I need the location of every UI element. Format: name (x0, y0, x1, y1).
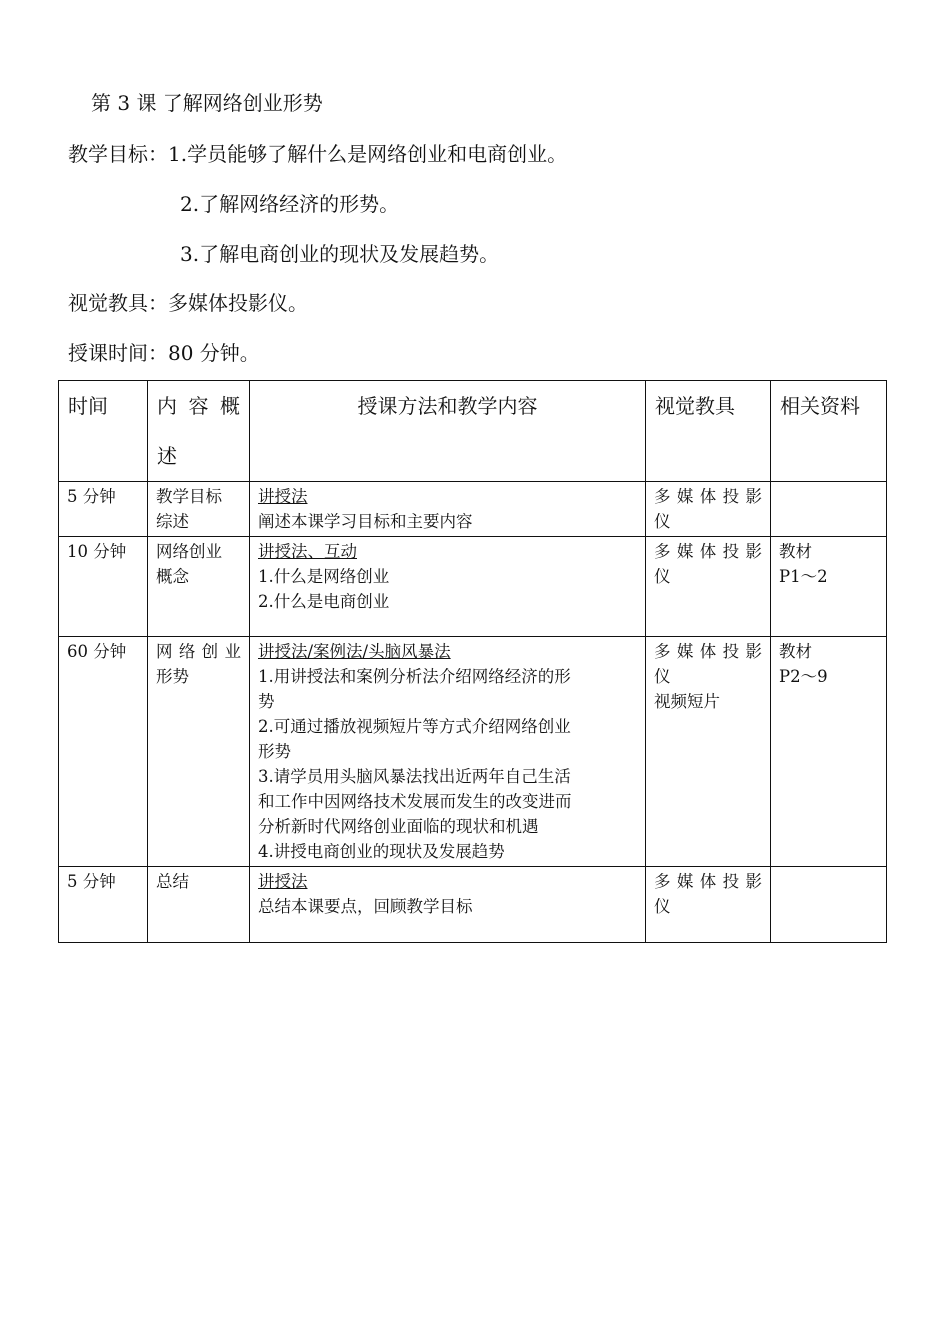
cell-summary: 网络创业 概念 (148, 537, 250, 637)
cell-time: 5 分钟 (59, 482, 148, 537)
table-row (59, 867, 887, 943)
table-header-row (59, 381, 887, 482)
table-row (59, 482, 887, 537)
objective-item: 1.学员能够了解什么是网络创业和电商创业。 (168, 142, 568, 166)
method-label: 讲授法 (258, 487, 308, 506)
table-row (59, 537, 887, 637)
cell-content: 讲授法/案例法/头脑风暴法 1.用讲授法和案例分析法介绍网络经济的形 势 2.可通过播放视频短片等方式介绍网络创业 形势 3.请学员用头脑风暴法找出近两年自己生活 和工作中因网络技术发展而发生的改变进而 分析新时代网络创业面临的现状和机遇 4.讲授电商创业的现状及发展趋势 (250, 637, 646, 867)
cell-content: 讲授法 总结本课要点，回顾教学目标 (250, 867, 646, 943)
cell-visual-aids: 多媒体投影 仪 视频短片 (646, 637, 771, 867)
objectives-line (68, 142, 567, 166)
cell-time: 10 分钟 (59, 537, 148, 637)
lesson-plan-table (58, 380, 887, 943)
table-row (59, 637, 887, 867)
method-label: 讲授法 (258, 872, 308, 891)
header-summary: 内 容 概 述 (148, 381, 250, 482)
header-method: 授课方法和教学内容 (250, 381, 646, 482)
cell-content: 讲授法、互动 1.什么是网络创业 2.什么是电商创业 (250, 537, 646, 637)
cell-visual-aids: 多媒体投影 仪 (646, 537, 771, 637)
objectives-label: 教学目标： (68, 142, 168, 166)
objective-item: 2.了解网络经济的形势。 (180, 192, 400, 216)
method-label: 讲授法、互动 (258, 542, 357, 561)
cell-references: 教材 P2～9 (771, 637, 887, 867)
lesson-title: 第 3 课 了解网络创业形势 (91, 91, 323, 115)
method-label: 讲授法/案例法/头脑风暴法 (258, 642, 451, 661)
cell-summary: 网络创业 形势 (148, 637, 250, 867)
cell-summary: 教学目标 综述 (148, 482, 250, 537)
visual-aids-line: 视觉教具：多媒体投影仪。 (68, 291, 308, 315)
cell-summary: 总结 (148, 867, 250, 943)
cell-references: 教材 P1～2 (771, 537, 887, 637)
cell-visual-aids: 多媒体投影 仪 (646, 482, 771, 537)
objective-item: 3.了解电商创业的现状及发展趋势。 (180, 242, 500, 266)
header-references: 相关资料 (771, 381, 887, 482)
cell-references (771, 867, 887, 943)
cell-time: 60 分钟 (59, 637, 148, 867)
teaching-time-line: 授课时间：80 分钟。 (68, 341, 260, 365)
cell-references (771, 482, 887, 537)
cell-visual-aids: 多媒体投影 仪 (646, 867, 771, 943)
cell-time: 5 分钟 (59, 867, 148, 943)
cell-content: 讲授法 阐述本课学习目标和主要内容 (250, 482, 646, 537)
header-visual-aids: 视觉教具 (646, 381, 771, 482)
header-time: 时间 (59, 381, 148, 482)
